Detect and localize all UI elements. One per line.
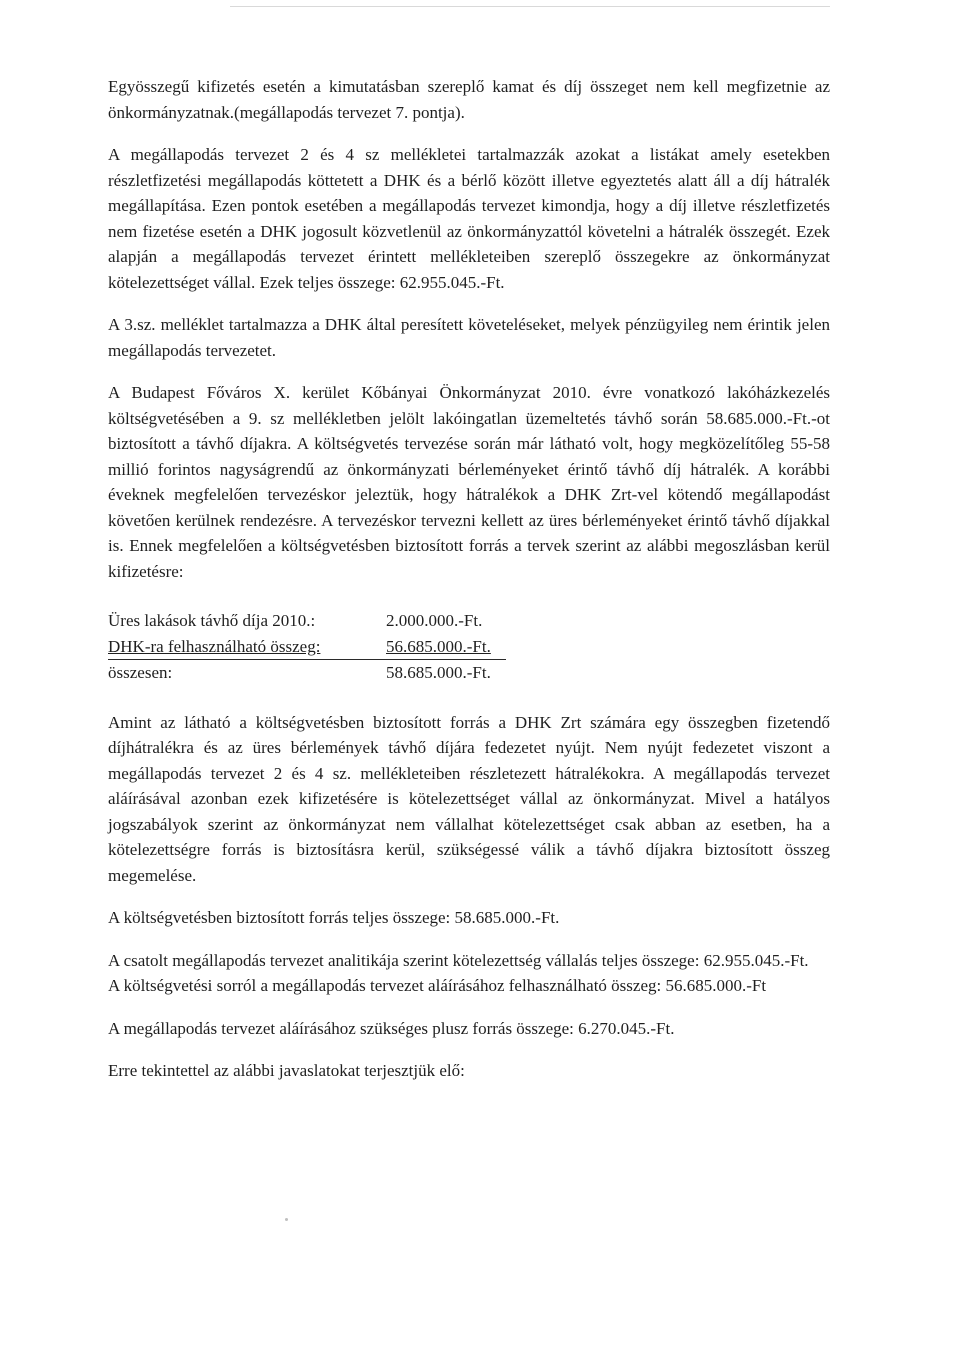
breakdown-row-total bbox=[108, 660, 506, 686]
breakdown-label: Üres lakások távhő díja 2010.: bbox=[108, 611, 316, 630]
breakdown-value: 56.685.000.-Ft. bbox=[386, 636, 491, 656]
breakdown-label: DHK-ra felhasználható összeg: bbox=[108, 636, 321, 656]
breakdown-label: összesen: bbox=[108, 663, 173, 682]
paragraph-annex-3: A 3.sz. melléklet tartalmazza a DHK által peresített követeléseket, melyek pénzügyileg nem érintik jelen megállapodás tervezetet. bbox=[108, 315, 830, 360]
breakdown-value: 58.685.000.-Ft. bbox=[386, 663, 491, 682]
paragraph-proposals-intro: Erre tekintettel az alábbi javaslatokat terjesztjük elő: bbox=[108, 1061, 465, 1080]
breakdown-row-dhk bbox=[108, 634, 506, 660]
breakdown-row-empty-flats bbox=[108, 608, 506, 634]
scan-top-line bbox=[230, 6, 830, 7]
budget-breakdown-table bbox=[108, 608, 506, 686]
paragraph-extra-source: A megállapodás tervezet aláírásához szükséges plusz forrás összege: 6.270.045.-Ft. bbox=[108, 1018, 675, 1038]
paragraph-commitment-total: A csatolt megállapodás tervezet analitikája szerint kötelezettség vállalás teljes összege: 62.955.045.-Ft. bbox=[108, 950, 809, 970]
paragraph-lump-sum: Egyösszegű kifizetés esetén a kimutatásban szereplő kamat és díj összeget nem kell megfizetnie az önkormányzatnak.(megállapodás tervezet 7. pontja). bbox=[108, 77, 830, 122]
paragraph-coverage: Amint az látható a költségvetésben biztosított forrás a DHK Zrt számára egy összegben fizetendő díjhátralékra és az üres bérlemények távhő díjára fedezetet nyújt. Nem nyújt fedezetet viszont a megállapodás tervezet 2 és 4 sz. mellékleteiben részletezett hátralékokra. A megállapodás tervezet aláírásával azonban ezek kifizetésére is kötelezettséget vállal az önkormányzat. Mivel a hatályos jogszabályok szerint az önkormányzat nem vállalhat kötelezettséget csak abban az esetben, ha a kötelezettségre forrás is biztosításra kerül, szükségessé válik a távhő díjakra biztosított összeg megemelése. bbox=[108, 712, 830, 885]
paragraph-usable-amount: A költségvetési sorról a megállapodás tervezet aláírásához felhasználható összeg: 56.685.000.-Ft bbox=[108, 976, 767, 995]
breakdown-value: 2.000.000.-Ft. bbox=[386, 611, 483, 630]
paragraph-budget-2010: A Budapest Főváros X. kerület Kőbányai Önkormányzat 2010. évre vonatkozó lakóházkezelés költségvetésében a 9. sz mellékletben jelölt lakóingatlan üzemeltetés távhő során 58.685.000.-Ft.-ot biztosított a távhő díjakra. A költségvetés tervezése során már látható volt, hogy megközelítőleg 55-58 millió forintos nagyságrendű az önkormányzati bérleményeket érintő távhő díj hátralék. A korábbi éveknek megfelelően tervezéskor jeleztük, hogy hátralékok a DHK Zrt-vel kötendő megállapodást követően kerülnek rendezésre. A tervezéskor tervezni kellett az üres bérleményeket érintő távhő díjakkal is. Ennek megfelelően a költségvetésben biztosított forrás a tervek szerint az alábbi megoszlásban kerül kifizetésre: bbox=[108, 383, 830, 581]
paragraph-total-budget: A költségvetésben biztosított forrás teljes összege: 58.685.000.-Ft. bbox=[108, 908, 560, 927]
scan-speck bbox=[285, 1218, 288, 1221]
paragraph-annexes-2-4: A megállapodás tervezet 2 és 4 sz mellékletei tartalmazzák azokat a listákat amely esetekben részletfizetési megállapodás köttetett a DHK és a bérlő között illetve egyeztetés alatt áll a díj hátralék megállapítása. Ezen pontok esetében a megállapodás tervezet kimondja, hogy a díj illetve részletfizetés nem fizetése esetén a DHK jogosult közvetlenül az önkormányzattól követelni a hátralék összegét. Ezek alapján a megállapodás tervezet érintett mellékleteiben szereplő összegekre az önkormányzat kötelezettséget vállal. Ezek teljes összege: 62.955.045.-Ft. bbox=[108, 145, 830, 292]
document-body bbox=[108, 74, 830, 1084]
